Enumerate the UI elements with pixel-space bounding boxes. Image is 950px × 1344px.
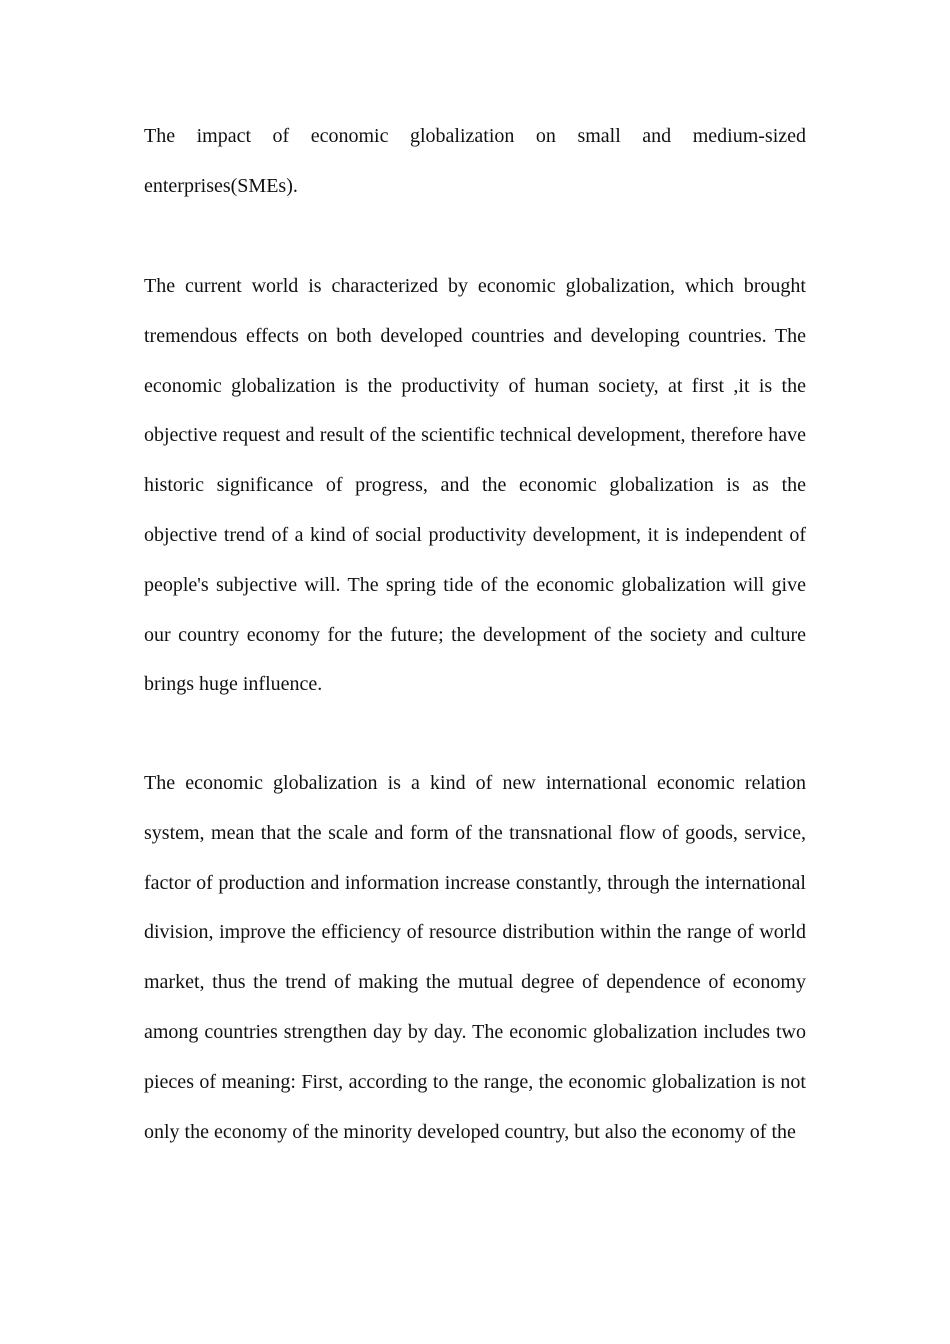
paragraph-1: The current world is characterized by economic globalization, which brought tremendous effects on both developed countries and developing countries. The economic globalization is the productivity of human society, at first ,it is the objective request and result of the scientific technical development, therefore have historic significance of progress, and the economic globalization is as the objective trend of a kind of social productivity development, it is independent of people's subjective will. The spring tide of the economic globalization will give our country economy for the future; the development of the society and culture brings huge influence. bbox=[144, 275, 806, 696]
document-title: The impact of economic globalization on small and medium-sized enterprises(SMEs). bbox=[144, 125, 806, 197]
paragraph-2: The economic globalization is a kind of new international economic relation system, mean that the scale and form of the transnational flow of goods, service, factor of production and information increase constantly, through the international division, improve the efficiency of resource distribution within the range of world market, thus the trend of making the mutual degree of dependence of economy among countries strengthen day by day. The economic globalization includes two pieces of meaning: First, according to the range, the economic globalization is not only the economy of the minority developed country, but also the economy of the bbox=[144, 772, 806, 1143]
